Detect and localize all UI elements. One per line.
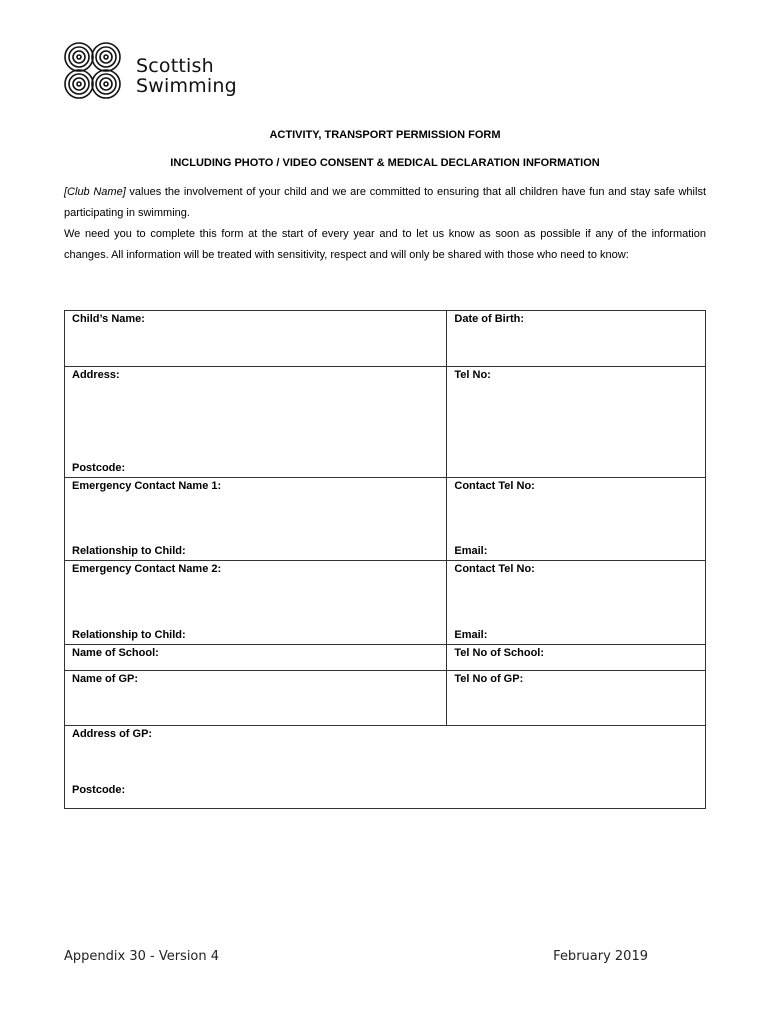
logo-text [136, 56, 237, 96]
name-of-gp-cell[interactable] [65, 671, 447, 726]
address-label: Address: [72, 369, 120, 381]
address-of-gp-cell[interactable] [65, 726, 706, 809]
name-of-school-cell[interactable] [65, 645, 447, 671]
email-2-label: Email: [454, 629, 488, 641]
club-name-placeholder: [Club Name] [64, 186, 126, 198]
address-cell[interactable] [65, 367, 447, 478]
intro-paragraph-1-text: values the involvement of your child and we are committed to ensuring that all children have fun and stay safe whilst participating in swimming. [64, 186, 706, 219]
emergency-contact-2-label: Emergency Contact Name 2: [72, 563, 222, 575]
childs-name-label: Child’s Name: [72, 313, 145, 325]
emergency-contact-2-cell[interactable] [65, 561, 447, 645]
footer-date: February 2019 [553, 949, 648, 964]
logo-line-2: Swimming [136, 75, 237, 97]
intro-paragraph-1 [64, 182, 706, 224]
contact-tel-1-cell[interactable] [447, 478, 706, 561]
contact-tel-2-label: Contact Tel No: [454, 563, 535, 575]
emergency-contact-1-label: Emergency Contact Name 1: [72, 480, 222, 492]
childs-name-cell[interactable] [65, 311, 447, 367]
contact-tel-2-cell[interactable] [447, 561, 706, 645]
logo-line-1: Scottish [136, 55, 214, 77]
footer-version: Appendix 30 - Version 4 [64, 949, 220, 964]
tel-no-cell[interactable] [447, 367, 706, 478]
tel-no-gp-cell[interactable] [447, 671, 706, 726]
email-1-label: Email: [454, 545, 488, 557]
emergency-contact-1-cell[interactable] [65, 478, 447, 561]
postcode-label: Postcode: [72, 462, 126, 474]
name-of-school-label: Name of School: [72, 647, 159, 659]
tel-no-label: Tel No: [454, 369, 491, 381]
date-of-birth-label: Date of Birth: [454, 313, 525, 325]
relationship-1-label: Relationship to Child: [72, 545, 186, 557]
name-of-gp-label: Name of GP: [72, 673, 139, 685]
personal-details-table [64, 310, 706, 809]
address-of-gp-label: Address of GP: [72, 728, 153, 740]
date-of-birth-cell[interactable] [447, 311, 706, 367]
form-subtitle: INCLUDING PHOTO / VIDEO CONSENT & MEDICAL DECLARATION INFORMATION [170, 157, 600, 169]
tel-no-gp-label: Tel No of GP: [454, 673, 524, 685]
contact-tel-1-label: Contact Tel No: [454, 480, 535, 492]
logo [62, 40, 252, 102]
form-title: ACTIVITY, TRANSPORT PERMISSION FORM [269, 129, 501, 141]
postcode-gp-label: Postcode: [72, 784, 126, 796]
intro-paragraph-2: We need you to complete this form at the start of every year and to let us know as soon as possible if any of the information changes. All information will be treated with sensitivity, respect and will only be shared with those who need to know: [64, 228, 706, 261]
relationship-2-label: Relationship to Child: [72, 629, 186, 641]
tel-no-school-cell[interactable] [447, 645, 706, 671]
scottish-swimming-logo-icon [62, 40, 124, 102]
tel-no-school-label: Tel No of School: [454, 647, 545, 659]
